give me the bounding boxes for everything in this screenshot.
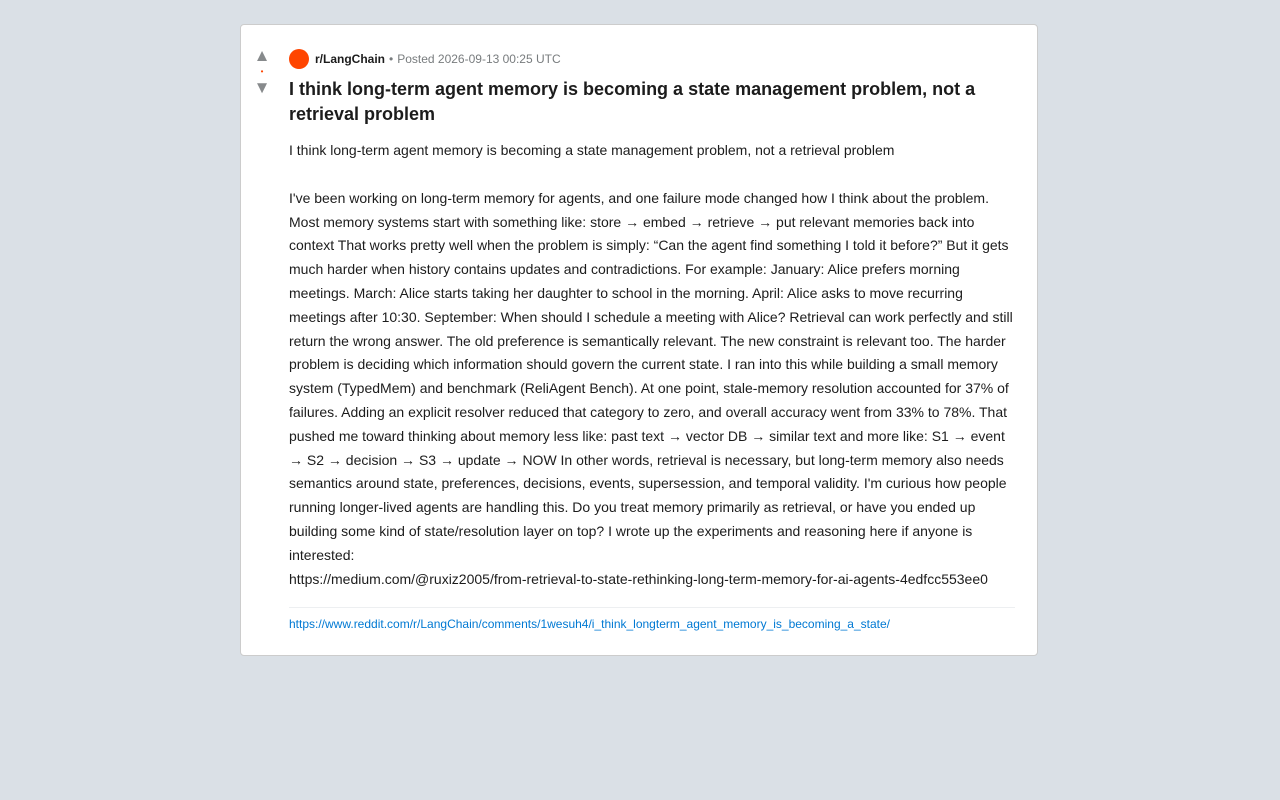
posted-timestamp: Posted 2026-09-13 00:25 UTC [397,52,561,66]
vote-column [241,47,283,97]
downvote-arrow-icon[interactable]: ▼ [253,78,271,97]
post-title[interactable]: I think long-term agent memory is becoming a state management problem, not a retrieval problem [289,79,976,124]
post-meta [289,49,1015,69]
meta-separator: • [389,52,394,66]
post-body-lead: I think long-term agent memory is becoming a state management problem, not a retrieval problem [289,142,895,158]
post-body-text: I've been working on long-term memory for agents, and one failure mode changed how I think about the problem. Most memory systems start with something like: store → embed → retrieve → put relevant memories back into context That works pretty well when the problem is simply: “Can the agent find something I told it before?” But it gets much harder when history contains updates and contradictions. For example: January: Alice prefers morning meetings. March: Alice starts taking her daughter to school in the morning. April: Alice asks to move recurring meetings after 10:30. September: When should I schedule a meeting with Alice? Retrieval can work perfectly and still return the wrong answer. The old preference is semantically relevant. The new constraint is relevant too. The harder problem is deciding which information should govern the current state. I ran into this while building a small memory system (TypedMem) and benchmark (ReliAgent Bench). At one point, stale-memory resolution accounted for 37% of failures. Adding an explicit resolver reduced that category to zero, and overall accuracy went from 33% to 78%. That pushed me toward thinking about memory less like: past text → vector DB → similar text and more like: S1 → event → S2 → decision → S3 → update → NOW In other words, retrieval is necessary, but long-term memory also needs semantics around state, preferences, decisions, events, supersession, and temporal validity. I'm curious how people running longer-lived agents are handling this. Do you treat memory primarily as retrieval, or have you ended up building some kind of state/resolution layer on top? I wrote up the experiments and reasoning here if anyone is interested: [289,189,1013,563]
divider [289,607,1015,608]
subreddit-avatar[interactable] [289,49,309,69]
vote-score: • [260,67,264,76]
post-card [240,24,1038,656]
post-content [289,49,1015,631]
post-body [289,139,1015,591]
paragraph-spacer [289,163,1015,187]
subreddit-link[interactable]: r/LangChain [315,52,386,66]
post-body-link[interactable]: https://medium.com/@ruxiz2005/from-retrieval-to-state-rethinking-long-term-memory-for-ai-agents-4edfcc553ee0 [289,570,988,587]
permalink-link[interactable]: https://www.reddit.com/r/LangChain/comments/1wesuh4/i_think_longterm_agent_memory_is_becoming_a_state/ [289,617,890,632]
upvote-arrow-icon[interactable]: ▲ [253,46,271,65]
